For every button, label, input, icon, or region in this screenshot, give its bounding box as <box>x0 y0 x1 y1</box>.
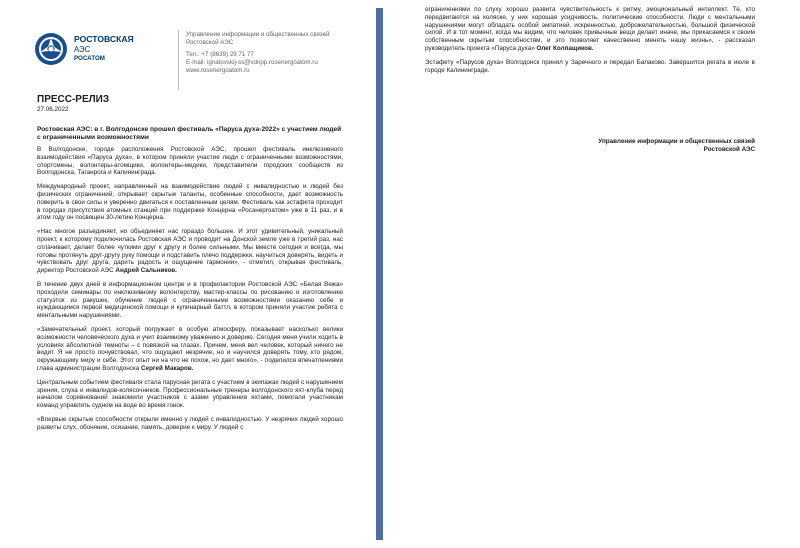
header-divider <box>178 30 179 90</box>
contact-line: Управление информации и общественных связей <box>186 31 330 38</box>
rosatom-logo <box>34 32 154 72</box>
paragraph-text: «Нас многое разъединяет, но объединяет нас гораздо большее. И этот удивительный, уникальный проект, к которому подключилась Ростовская АЭС и проводит на Донской земле уже в третий раз, нас сплачивает, делает более чуткими друг к другу и более сильными. Мы вместе сегодня и всегда, мы готовы протянуть друг-другу руку помощи и подставить плечо поддержки, научиться доверять, видеть и чувствовать друг друга, дарить радость и ощущение гармонии», - отметил, открывая фестиваль, директор Ростовской АЭС <box>37 228 343 275</box>
document-page-2 <box>385 0 800 548</box>
contact-website: www.rosenergoatom.ru <box>186 67 250 74</box>
paragraph: В течение двух дней в информационном центре и в профилактории Ростовской АЭС «Белая Вежа» проходили семинары по инклюзивному волонтерству, мастер-классы по рисованию и изготовлению статуэток из ракушек, обучение людей с ограниченными возможностями оказанию себе и нуждающимся первой медицинской помощи и купинарный баттл, в котором приняли участие ребята с ментальными нарушениями. <box>37 280 343 320</box>
signature-line: Управление информации и общественных связей <box>598 138 755 145</box>
body-text-page-2 <box>425 6 755 80</box>
speaker-name: Олег Колпащиков. <box>536 44 594 52</box>
paragraph: Эстафету «Парусов духа» Волгодонск принял у Заречного и передал Балаково. Завершится регата в июле в городе Калининграде. <box>425 58 755 74</box>
body-text-page-1 <box>37 146 343 438</box>
paragraph-text: ограничениями по слуху хорошо развита чувствительность к ритму, эмоциональный интеллект. Те, кто передвигаются на коляске, у них хорошая усидчивость, политические способности. Люди с ментальными нарушениями могут обладать особой эмпатией, искренностью, доброжелательностью, большой физической силой. И в тот момент, когда мы видим, что человек привычные вещи делает иначе, мы прикасаемся к своим собственным скрытым способностям, и это позволяет качественно менять нашу жизнь», - рассказал руководитель проекта «Паруса духа» <box>425 6 755 52</box>
document-date: 27.06.2022 <box>37 106 69 113</box>
paragraph: Международный проект, направленный на взаимодействие людей с инвалидностью и людей без физических ограничений, открывает скрытые таланты, особенные способности, дает возможность поверить в свои силы и уверенно двигаться к поставленным целям. Фестиваль как эстафета проходит в городах присутствия атомных станций при поддержке Концерна «Росэнергоатом» уже в 11 раз, и в этом году он посвящен 30-летию Концерна. <box>37 183 343 222</box>
document-headline: Ростовская АЭС: в г. Волгодонске прошел фестиваль «Паруса духа-2022» с участием людей с ограниченными возможностями <box>37 126 342 141</box>
signature-block <box>535 138 755 154</box>
paragraph: В Волгодонске, городе расположения Ростовской АЭС, прошел фестиваль инклюзивного взаимодействия «Паруса духа», в котором приняли участие люди с ограниченными возможностями, спортсмены, волонтеры-атомщики, волонтеры-медики, представители городских сообществ из Волгодонска, Таганрога и Калининграда. <box>37 146 343 177</box>
document-title: ПРЕСС-РЕЛИЗ <box>37 94 110 105</box>
page-separator <box>376 8 383 540</box>
signature-line: Ростовской АЭС <box>703 146 755 153</box>
logo-line-2: АЭС <box>74 45 91 54</box>
paragraph <box>37 228 343 275</box>
contact-phone: Тел.: +7 (8639) 29 71 77 <box>186 51 254 58</box>
document-page-1 <box>0 0 374 548</box>
paragraph-text: «Замечательный проект, который погружает в особую атмосферу, показывает насколько велики возможности человеческого духа и учит взаимному уважению и доверию. Сегодня меня учили ходить в условиях абсолютной темноты – с повязкой на глазах. Причем, меня вел человек, который ничего не видит. Я не просто почувствовал, что ощущают незрячие, но и научился доверять тому, кто рядом, окружающему миру и себе. Этот опыт ни на что не похож, но дает много», - поделился впечатлениями глава администрации Волгодонска <box>37 325 343 372</box>
logo-line-1: РОСТОВСКАЯ <box>74 34 134 44</box>
rosatom-emblem-icon <box>34 32 68 66</box>
paragraph: «Впервые скрытые способности открыли именно у людей с инвалидностью. У незрячих людей хорошо развиты слух, обоняние, осязание, память, доверие к миру. У людей с <box>37 415 343 431</box>
contact-line: Ростовской АЭС <box>186 39 234 46</box>
contact-email: E-mail: ignatovskij-ss@vdnpp.rosenergoatom.ru <box>186 59 318 66</box>
speaker-name: Сергей Макаров. <box>141 364 194 372</box>
logo-line-3: РОСАТОМ <box>74 55 105 62</box>
paragraph: Центральным событием фестиваля стала парусная регата с участием в экипажах людей с нарушением зрения, слуха и инвалидов-колясочников. Профессиональные тренеры волгодонского яхт-клуба перед началом соревнований знакомили участников с азами управления яхтами, помогали участникам команд управлять судном на воде во время гонок. <box>37 378 343 410</box>
speaker-name: Андрей Сальников. <box>115 267 177 275</box>
paragraph <box>425 6 755 53</box>
contact-block <box>186 31 329 75</box>
paragraph <box>37 326 343 373</box>
